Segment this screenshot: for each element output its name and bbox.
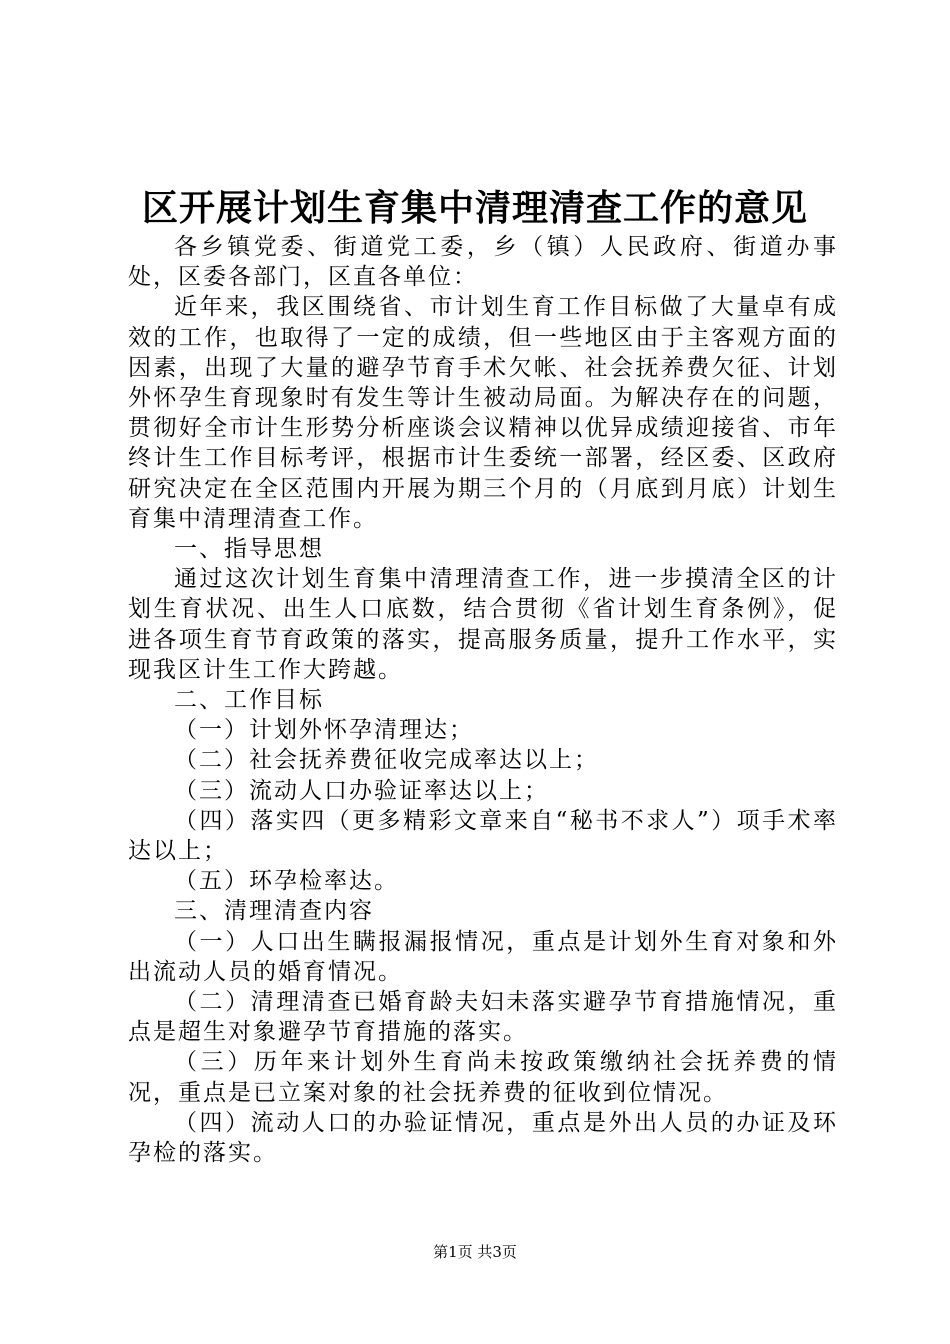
document-title: 区开展计划生育集中清理清查工作的意见 bbox=[141, 187, 808, 229]
section-heading-inspection-content: 三、清理清查内容 bbox=[174, 898, 374, 925]
document-body bbox=[128, 232, 838, 1168]
content-item-4: （四）流动人口的办验证情况，重点是外出人员的办证及环孕检的落实。 bbox=[128, 1109, 838, 1167]
goal-item-5: （五）环孕检率达。 bbox=[174, 868, 399, 895]
goal-item-4: （四）落实四（更多精彩文章来自“秘书不求人”）项手术率达以上； bbox=[128, 807, 838, 865]
goal-item-1: （一）计划外怀孕清理达； bbox=[174, 717, 474, 744]
content-item-3: （三）历年来计划外生育尚未按政策缴纳社会抚养费的情况，重点是已立案对象的社会抚养费的征收到位情况。 bbox=[128, 1049, 838, 1106]
page-indicator: 第1页 共3页 bbox=[433, 1243, 517, 1261]
goal-item-2: （二）社会抚养费征收完成率达以上； bbox=[174, 747, 599, 774]
paragraph-guiding-thought: 通过这次计划生育集中清理清查工作，进一步摸清全区的计划生育状况、出生人口底数，结合贯彻《省计划生育条例》，促进各项生育节育政策的落实，提高服务质量，提升工作水平，实现我区计生工作大跨越。 bbox=[128, 566, 838, 683]
paragraph-intro: 近年来，我区围绕省、市计划生育工作目标做了大量卓有成效的工作，也取得了一定的成绩，但一些地区由于主客观方面的因素，出现了大量的避孕节育手术欠帐、社会抚养费欠征、计划外怀孕生育现象时有发生等计生被动局面。为解决存在的问题，贯彻好全市计生形势分析座谈会议精神以优异成绩迎接省、市年终计生工作目标考评，根据市计生委统一部署，经区委、区政府研究决定在全区范围内开展为期三个月的（月底到月底）计划生育集中清理清查工作。 bbox=[128, 294, 838, 532]
content-item-2: （二）清理清查已婚育龄夫妇未落实避孕节育措施情况，重点是超生对象避孕节育措施的落实。 bbox=[128, 989, 838, 1046]
goal-item-3: （三）流动人口办验证率达以上； bbox=[174, 777, 549, 804]
paragraph-salutation: 各乡镇党委、街道党工委，乡（镇）人民政府、街道办事处，区委各部门，区直各单位： bbox=[128, 234, 838, 291]
section-heading-work-goals: 二、工作目标 bbox=[174, 687, 324, 714]
content-item-1: （一）人口出生瞒报漏报情况，重点是计划外生育对象和外出流动人员的婚育情况。 bbox=[128, 928, 838, 985]
section-heading-guiding-thought: 一、指导思想 bbox=[174, 536, 324, 563]
